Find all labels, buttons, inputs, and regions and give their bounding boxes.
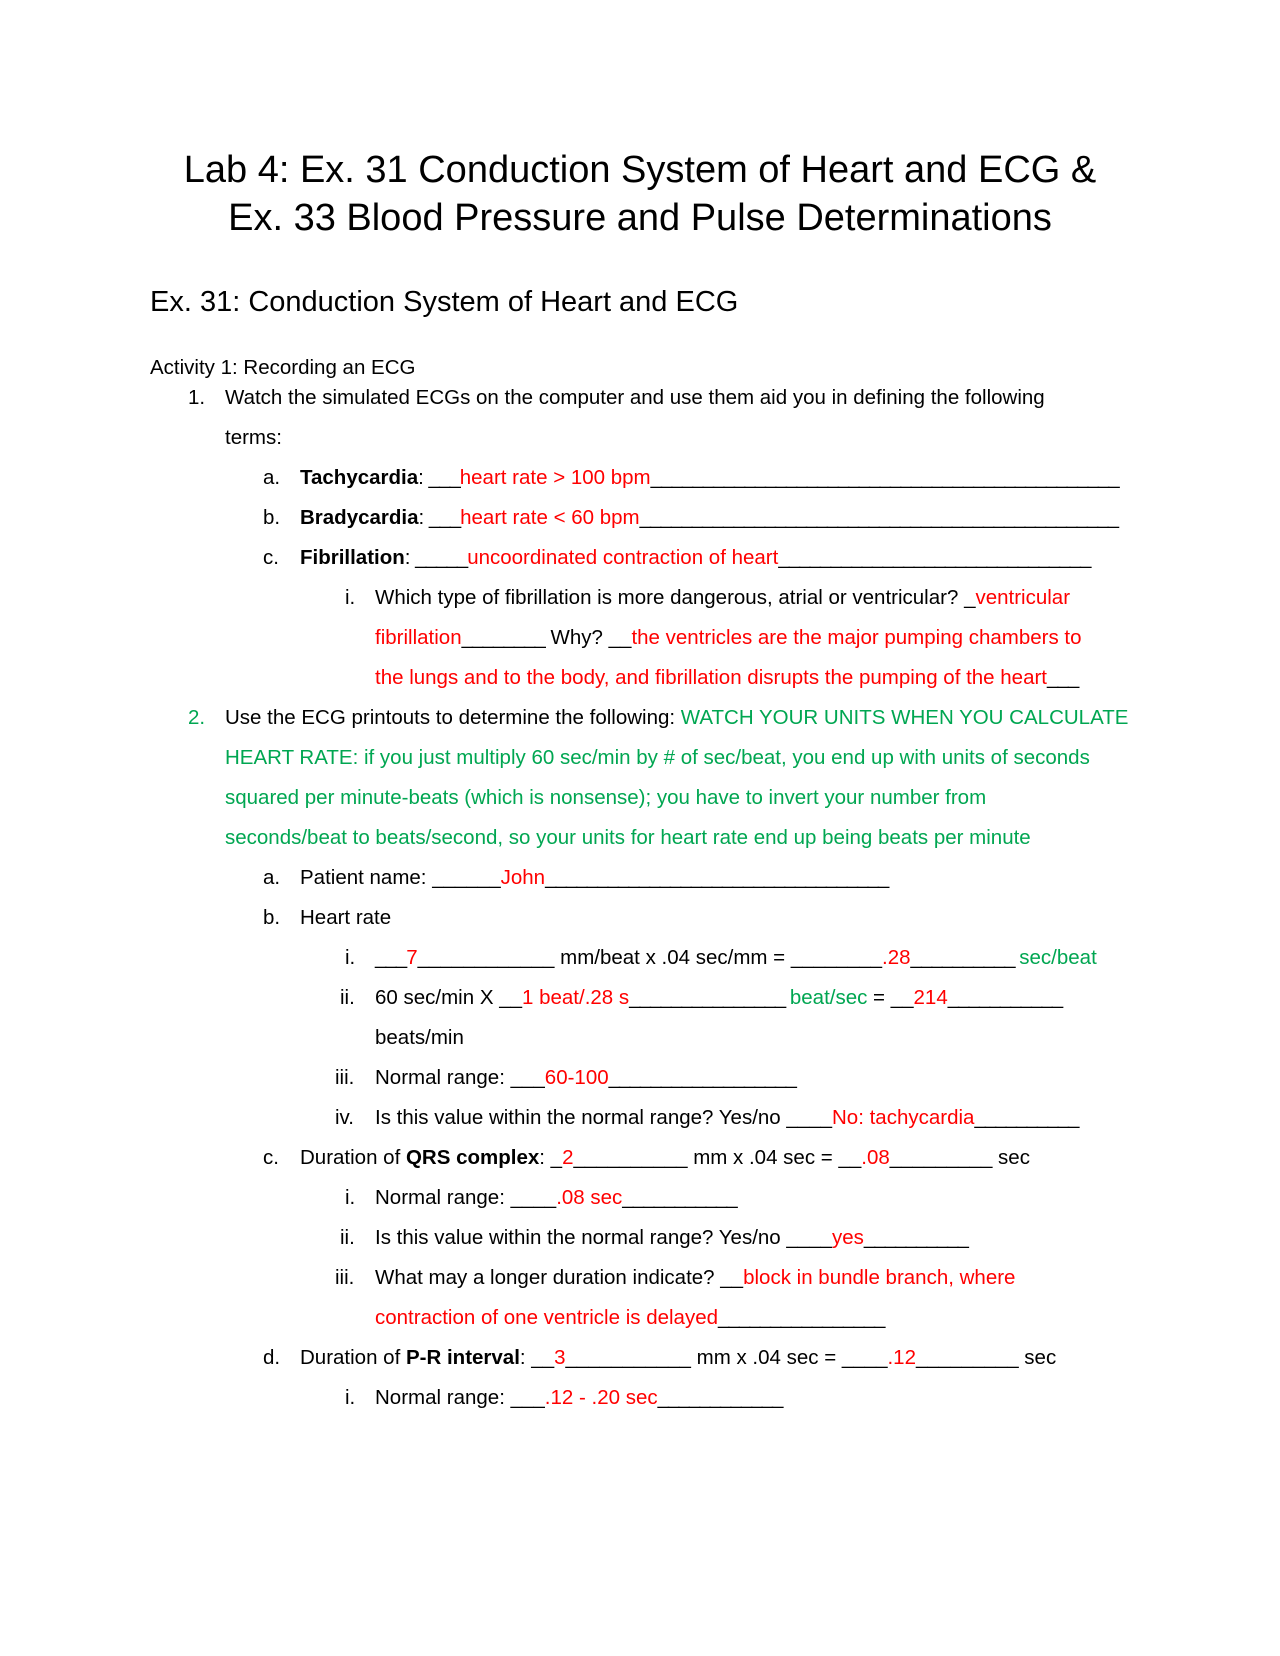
section-heading: Ex. 31: Conduction System of Heart and ECG bbox=[150, 286, 739, 318]
q1-text-line-1: Watch the simulated ECGs on the computer and use them aid you in defining the following bbox=[225, 386, 1045, 409]
q1c-term: Fibrillation bbox=[300, 546, 405, 569]
q1c-marker: c. bbox=[263, 546, 279, 569]
q1a-term: Tachycardia bbox=[300, 466, 419, 489]
q2-note-3: squared per minute-beats (which is nonsense); you have to invert your number from bbox=[225, 786, 987, 809]
sec-per-beat-unit: sec/beat bbox=[1019, 946, 1097, 969]
q1b-term: Bradycardia bbox=[300, 506, 419, 529]
qrs-normal-range-answer: .08 sec bbox=[556, 1186, 623, 1209]
q2a-line: Patient name: ______John_________________________________ bbox=[300, 866, 889, 889]
q1a-line: Tachycardia: ___heart rate > 100 bpm_____________________________________________ bbox=[300, 466, 1119, 489]
mm-per-beat-answer: 7 bbox=[406, 946, 418, 969]
q2ciii-line-2: contraction of one ventricle is delayed________________ bbox=[375, 1306, 885, 1329]
q2bii-marker: ii. bbox=[340, 986, 355, 1009]
q2ciii-line-1: What may a longer duration indicate? __block in bundle branch, where bbox=[375, 1266, 1016, 1289]
q1a-marker: a. bbox=[263, 466, 281, 489]
q2ciii-marker: iii. bbox=[335, 1266, 355, 1289]
beat-per-sec-unit: beat/sec bbox=[789, 986, 868, 1009]
q2c-line: Duration of QRS complex: _2__________ mm x .04 sec = __.08_________ sec bbox=[300, 1146, 1030, 1169]
activity-heading: Activity 1: Recording an ECG bbox=[150, 356, 416, 379]
q2-line-1: Use the ECG printouts to determine the following: WATCH YOUR UNITS WHEN YOU CALCULATE bbox=[225, 706, 1129, 729]
q2cii-line: Is this value within the normal range? Yes/no ____yes__________ bbox=[375, 1226, 968, 1249]
sec-per-beat-answer: .28 bbox=[882, 946, 911, 969]
q2b-label: Heart rate bbox=[300, 906, 392, 929]
qrs-sec-answer: .08 bbox=[861, 1146, 890, 1169]
q2biii-line: Normal range: ___60-100__________________ bbox=[375, 1066, 796, 1089]
longer-duration-answer-1: block in bundle branch, where bbox=[743, 1266, 1016, 1289]
patient-name-answer: John bbox=[500, 866, 546, 889]
qrs-within-range-answer: yes bbox=[832, 1226, 864, 1249]
q2a-marker: a. bbox=[263, 866, 281, 889]
pr-normal-range-answer: .12 - .20 sec bbox=[544, 1386, 658, 1409]
q1ci-line-1: Which type of fibrillation is more dangerous, atrial or ventricular? _ventricular bbox=[375, 586, 1071, 609]
q2d-line: Duration of P-R interval: __3___________ mm x .04 sec = ____.12_________ sec bbox=[300, 1346, 1057, 1369]
q2-note-4: seconds/beat to beats/second, so your units for heart rate end up being beats per minute bbox=[225, 826, 1031, 849]
q2-note-1: WATCH YOUR UNITS WHEN YOU CALCULATE bbox=[680, 706, 1129, 729]
q1b-line: Bradycardia: ___heart rate < 60 bpm______________________________________________ bbox=[300, 506, 1119, 529]
q1ci-why-answer-1: the ventricles are the major pumping chambers to bbox=[631, 626, 1082, 649]
q2di-line: Normal range: ___.12 - .20 sec____________ bbox=[375, 1386, 783, 1409]
q1b-answer: heart rate < 60 bpm bbox=[460, 506, 640, 529]
document-title-line-2: Ex. 33 Blood Pressure and Pulse Determinations bbox=[228, 197, 1052, 239]
q2ci-line: Normal range: ____.08 sec___________ bbox=[375, 1186, 737, 1209]
q1ci-answer-1: ventricular bbox=[975, 586, 1071, 609]
q2bi-line: ___7____________ mm/beat x .04 sec/mm = ________.28__________ sec/beat bbox=[375, 946, 1097, 969]
q2bi-marker: i. bbox=[345, 946, 356, 969]
q2biv-line: Is this value within the normal range? Yes/no ____No: tachycardia__________ bbox=[375, 1106, 1079, 1129]
q1b-marker: b. bbox=[263, 506, 281, 529]
q2d-marker: d. bbox=[263, 1346, 281, 1369]
q2-number: 2. bbox=[188, 706, 206, 729]
q1a-answer: heart rate > 100 bpm bbox=[459, 466, 651, 489]
q2bii-line: 60 sec/min X __1 beat/.28 s_______________ beat/sec = __214___________ bbox=[375, 986, 1063, 1009]
hr-within-range-answer: No: tachycardia bbox=[832, 1106, 975, 1129]
q2ci-marker: i. bbox=[345, 1186, 356, 1209]
q1ci-answer-2: fibrillation bbox=[375, 626, 462, 649]
q2b-marker: b. bbox=[263, 906, 281, 929]
q2bii-unit-line: beats/min bbox=[375, 1026, 464, 1049]
heart-rate-answer: 214 bbox=[913, 986, 948, 1009]
q2cii-marker: ii. bbox=[340, 1226, 355, 1249]
q2biii-marker: iii. bbox=[335, 1066, 355, 1089]
document-title-line-1: Lab 4: Ex. 31 Conduction System of Heart and ECG & bbox=[183, 149, 1097, 191]
q2-note-2: HEART RATE: if you just multiply 60 sec/min by # of sec/beat, you end up with units of seconds bbox=[225, 746, 1090, 769]
q2di-marker: i. bbox=[345, 1386, 356, 1409]
q1-text-line-2: terms: bbox=[225, 426, 282, 449]
q1ci-line-2: fibrillation________ Why? __the ventricles are the major pumping chambers to bbox=[375, 626, 1082, 649]
longer-duration-answer-2: contraction of one ventricle is delayed bbox=[375, 1306, 719, 1329]
pr-sec-answer: .12 bbox=[887, 1346, 916, 1369]
pr-mm-answer: 3 bbox=[554, 1346, 566, 1369]
q1-number: 1. bbox=[188, 386, 206, 409]
q1ci-marker: i. bbox=[345, 586, 356, 609]
q1c-line: Fibrillation: _____uncoordinated contraction of heart______________________________ bbox=[300, 546, 1091, 569]
q1c-answer: uncoordinated contraction of heart bbox=[467, 546, 779, 569]
q1ci-line-3: the lungs and to the body, and fibrillation disrupts the pumping of the heart___ bbox=[375, 666, 1079, 689]
qrs-mm-answer: 2 bbox=[562, 1146, 574, 1169]
q2biv-marker: iv. bbox=[335, 1106, 354, 1129]
beats-per-sec-answer: 1 beat/.28 s bbox=[522, 986, 630, 1009]
q2c-marker: c. bbox=[263, 1146, 279, 1169]
q1ci-why-answer-2: the lungs and to the body, and fibrillation disrupts the pumping of the heart bbox=[375, 666, 1048, 689]
hr-normal-range-answer: 60-100 bbox=[544, 1066, 609, 1089]
